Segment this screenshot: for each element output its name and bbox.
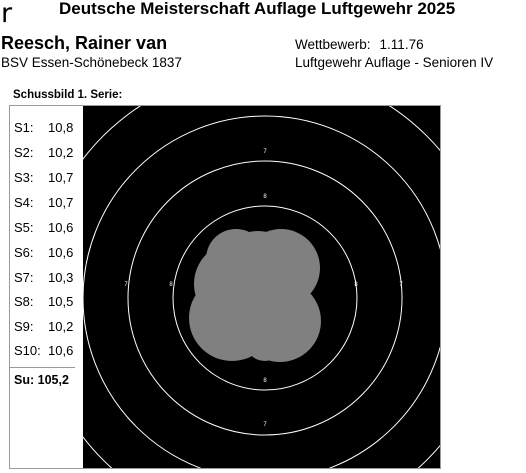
shot-row [14,294,80,310]
ring-number-right-8: 8 [354,282,358,288]
shot-value: 10,6 [48,343,74,358]
shot-row [14,319,80,335]
ring-number-top-7: 7 [263,149,267,155]
shot-value: 10,3 [48,270,74,285]
shot-row [14,170,80,186]
shot-value: 10,7 [48,170,74,185]
series-sum [14,373,69,387]
ring-number-top-8: 8 [263,194,267,200]
shot-label: S2: [14,145,34,160]
sum-value: 105,2 [37,373,69,387]
ring-number-bottom-8: 8 [263,378,267,384]
shot-value: 10,6 [48,245,74,260]
shot-row [14,120,80,136]
shot-label: S9: [14,319,34,334]
sum-divider [9,367,75,368]
shot-group [189,229,321,362]
shot-hole [201,256,285,340]
shot-label: S5: [14,220,34,235]
shot-row [14,195,80,211]
shot-label: S10: [14,343,41,358]
competition-info [295,37,424,52]
ring-number-bottom-7: 7 [263,422,267,428]
shot-row [14,220,80,236]
shot-label: S8: [14,294,34,309]
shot-row [14,343,80,359]
club-name: BSV Essen-Schönebeck 1837 [1,55,182,70]
shot-value: 10,6 [48,220,74,235]
shot-value: 10,5 [48,294,74,309]
competition-number: 1.11.76 [379,37,424,52]
shot-label: S6: [14,245,34,260]
shot-value: 10,2 [48,145,74,160]
ring-number-left-7: 7 [124,282,128,288]
shot-value: 10,2 [48,319,74,334]
competition-label: Wettbewerb: [295,37,371,52]
page-title: Deutsche Meisterschaft Auflage Luftgewehr 2025 [59,0,456,18]
shot-value: 10,7 [48,195,74,210]
shot-value: 10,8 [48,120,74,135]
shot-row [14,145,80,161]
shot-label: S4: [14,195,34,210]
ring-number-right-7: 7 [399,282,403,288]
shot-row [14,245,80,261]
ring-number-left-8: 8 [169,282,173,288]
competition-class: Luftgewehr Auflage - Senioren IV [295,55,494,70]
shot-row [14,270,80,286]
shot-label: S1: [14,120,34,135]
series-title: Schussbild 1. Serie: [13,89,123,101]
shot-label: S3: [14,170,34,185]
sum-label: Su: [14,373,35,387]
shooter-name: Reesch, Rainer van [1,33,168,53]
club-logo: r [1,0,13,29]
shot-label: S7: [14,270,34,285]
shot-target [83,106,440,468]
